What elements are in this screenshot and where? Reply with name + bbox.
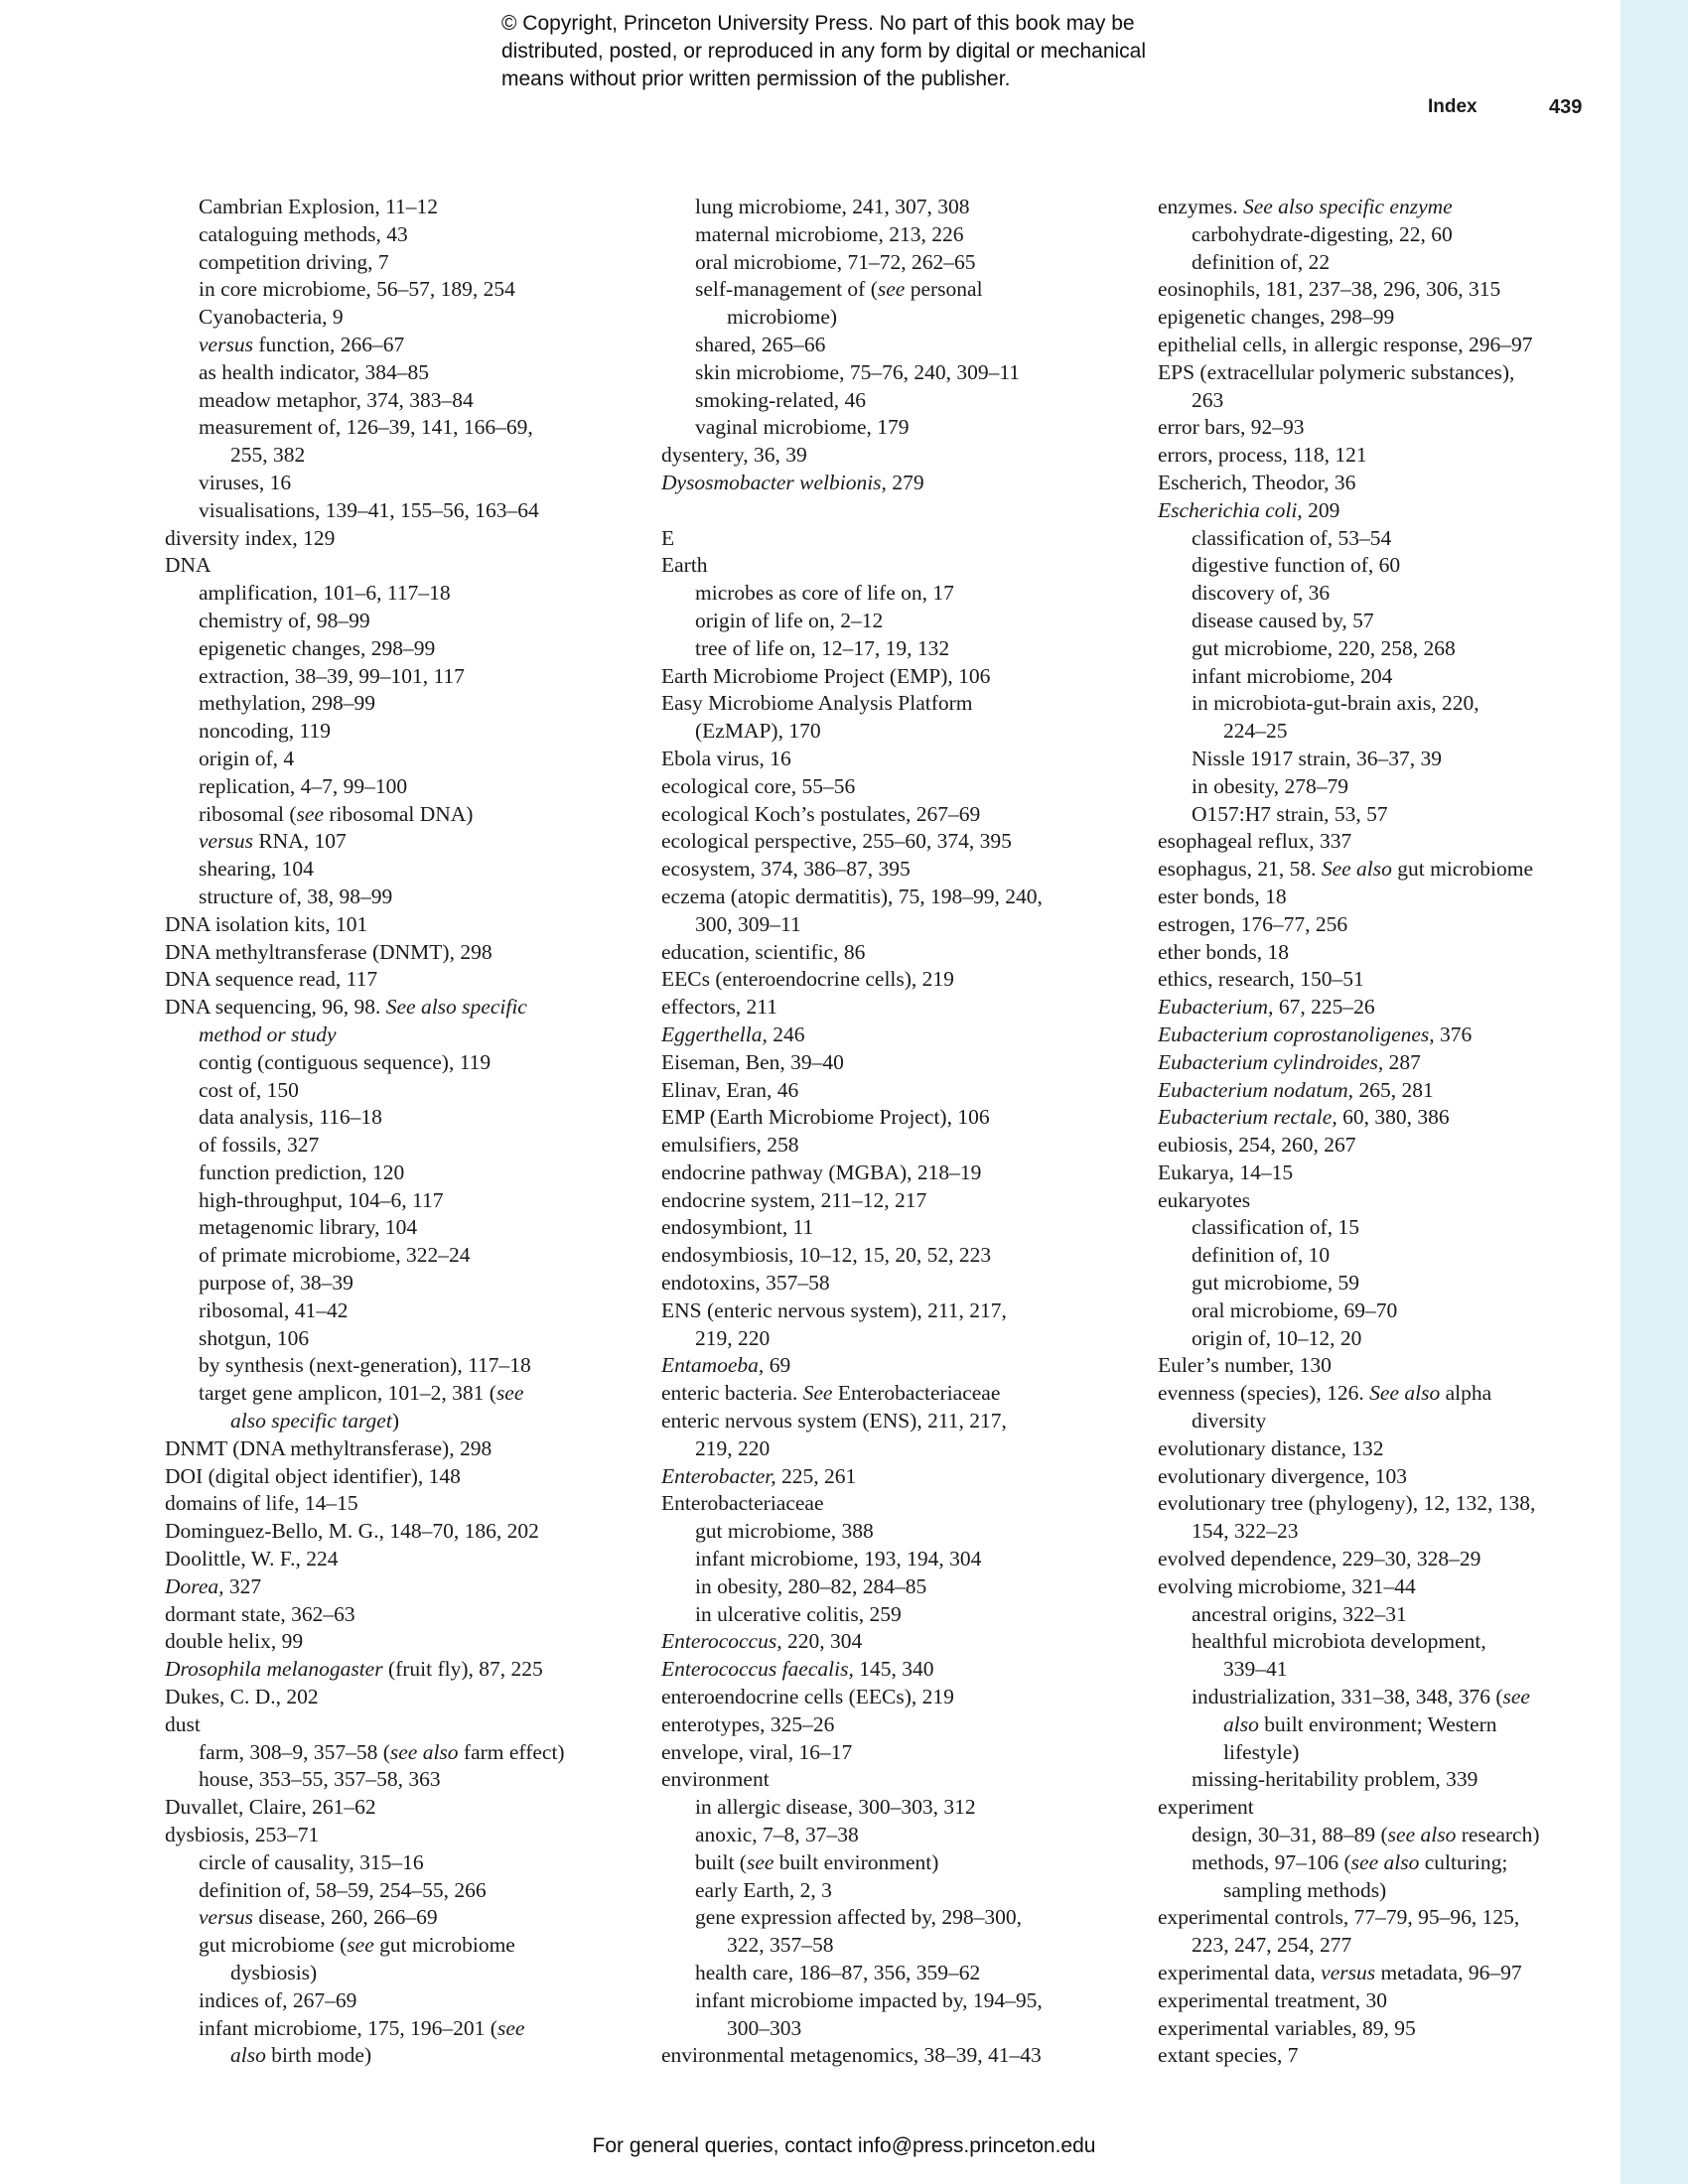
index-entry: enteroendocrine cells (EECs), 219 bbox=[661, 1685, 954, 1709]
index-entry: dust bbox=[165, 1711, 201, 1736]
index-entry: DNMT (DNA methyltransferase), 298 bbox=[165, 1435, 492, 1460]
index-subentry: origin of life on, 2–12 bbox=[695, 608, 884, 632]
index-subentry: discovery of, 36 bbox=[1192, 581, 1331, 606]
index-subentry: digestive function of, 60 bbox=[1192, 553, 1401, 578]
index-entry: experimental controls, 77–79, 95–96, 125, 223, 247, 254, 277 bbox=[1158, 1905, 1520, 1958]
index-subentry: health care, 186–87, 356, 359–62 bbox=[695, 1961, 981, 1984]
index-subentry: metagenomic library, 104 bbox=[199, 1215, 418, 1240]
index-entry: Drosophila melanogaster (fruit fly), 87, 225 bbox=[165, 1657, 543, 1682]
index-entry: dysbiosis, 253–71 bbox=[165, 1823, 320, 1847]
index-entry: Easy Microbiome Analysis Platform (EzMAP), 170 bbox=[661, 691, 973, 744]
index-subentry: shearing, 104 bbox=[199, 857, 314, 882]
index-subentry: carbohydrate-digesting, 22, 60 bbox=[1192, 221, 1453, 246]
index-subentry: contig (contiguous sequence), 119 bbox=[199, 1049, 492, 1074]
footer-contact: For general queries, contact info@press.princeton.edu bbox=[592, 2134, 1096, 2157]
index-entry: estrogen, 176–77, 256 bbox=[1158, 911, 1348, 936]
index-subentry: in ulcerative colitis, 259 bbox=[695, 1601, 902, 1626]
index-subentry: definition of, 22 bbox=[1192, 249, 1331, 274]
index-subentry: infant microbiome, 193, 194, 304 bbox=[695, 1547, 982, 1571]
index-entry: eubiosis, 254, 260, 267 bbox=[1158, 1133, 1356, 1158]
index-subentry: definition of, 58–59, 254–55, 266 bbox=[199, 1877, 487, 1902]
index-entry: epigenetic changes, 298–99 bbox=[1158, 305, 1395, 330]
index-entry: education, scientific, 86 bbox=[661, 939, 866, 964]
index-entry: Eiseman, Ben, 39–40 bbox=[661, 1049, 844, 1074]
index-entry: diversity index, 129 bbox=[165, 525, 336, 550]
index-subentry: gut microbiome (see gut microbiome dysbiosis) bbox=[199, 1933, 515, 1984]
index-entry: error bars, 92–93 bbox=[1158, 415, 1305, 440]
index-entry: emulsifiers, 258 bbox=[661, 1133, 799, 1158]
index-subentry: built (see built environment) bbox=[695, 1849, 939, 1874]
index-subentry: Cyanobacteria, 9 bbox=[199, 305, 344, 330]
index-entry: eukaryotes bbox=[1158, 1187, 1251, 1212]
index-subentry: anoxic, 7–8, 37–38 bbox=[695, 1823, 859, 1847]
index-subentry: function prediction, 120 bbox=[199, 1160, 405, 1184]
index-subentry: epigenetic changes, 298–99 bbox=[199, 635, 436, 660]
index-column-3 bbox=[1158, 194, 1605, 2070]
index-subentry: healthful microbiota development, 339–41 bbox=[1192, 1629, 1486, 1682]
index-entry: Entamoeba, 69 bbox=[661, 1353, 791, 1378]
index-entry: DNA isolation kits, 101 bbox=[165, 911, 368, 936]
index-subentry: tree of life on, 12–17, 19, 132 bbox=[695, 635, 950, 660]
copyright-line: © Copyright, Princeton University Press. No part of this book may be bbox=[501, 12, 1135, 35]
index-entry: environment bbox=[661, 1767, 770, 1792]
index-subentry: cost of, 150 bbox=[199, 1077, 299, 1102]
index-column-2 bbox=[661, 194, 1113, 2070]
index-subentry: smoking-related, 46 bbox=[695, 387, 866, 412]
index-subentry: as health indicator, 384–85 bbox=[199, 359, 429, 384]
index-entry: extant species, 7 bbox=[1158, 2043, 1299, 2068]
index-subentry: definition of, 10 bbox=[1192, 1243, 1331, 1268]
index-entry: Enterococcus, 220, 304 bbox=[661, 1629, 863, 1654]
index-entry: Eubacterium cylindroides, 287 bbox=[1158, 1049, 1421, 1074]
index-subentry: self-management of (see personal microbiome) bbox=[695, 277, 983, 330]
index-entry: Earth bbox=[661, 553, 708, 578]
index-letter-heading: E bbox=[661, 525, 675, 550]
index-subentry: shared, 265–66 bbox=[695, 332, 826, 356]
index-subentry: disease caused by, 57 bbox=[1192, 608, 1374, 632]
index-subentry: indices of, 267–69 bbox=[199, 1987, 357, 2012]
index-subentry: oral microbiome, 69–70 bbox=[1192, 1297, 1398, 1322]
index-subentry: by synthesis (next-generation), 117–18 bbox=[199, 1353, 531, 1378]
index-subentry: replication, 4–7, 99–100 bbox=[199, 773, 408, 798]
index-entry: eosinophils, 181, 237–38, 296, 306, 315 bbox=[1158, 277, 1501, 302]
index-subentry: methods, 97–106 (see also culturing; sampling methods) bbox=[1192, 1849, 1508, 1902]
index-entry: Escherich, Theodor, 36 bbox=[1158, 470, 1356, 494]
index-entry: evolved dependence, 229–30, 328–29 bbox=[1158, 1547, 1481, 1571]
index-subentry: house, 353–55, 357–58, 363 bbox=[199, 1767, 441, 1792]
index-subentry: in microbiota-gut-brain axis, 220, 224–25 bbox=[1192, 691, 1479, 744]
index-subentry: in core microbiome, 56–57, 189, 254 bbox=[199, 277, 515, 302]
index-entry: evenness (species), 126. See also alpha diversity bbox=[1158, 1381, 1492, 1433]
index-entry: DNA bbox=[165, 553, 211, 578]
index-entry: DNA methyltransferase (DNMT), 298 bbox=[165, 939, 492, 964]
copyright-line: means without prior written permission of the publisher. bbox=[501, 68, 1011, 90]
index-entry: ester bonds, 18 bbox=[1158, 884, 1287, 908]
index-subentry: versus function, 266–67 bbox=[199, 332, 405, 356]
index-entry: Enterococcus faecalis, 145, 340 bbox=[661, 1657, 934, 1682]
index-entry: ether bonds, 18 bbox=[1158, 939, 1289, 964]
index-subentry: Nissle 1917 strain, 36–37, 39 bbox=[1192, 746, 1443, 770]
index-subentry: target gene amplicon, 101–2, 381 (see also specific target) bbox=[199, 1381, 524, 1433]
index-subentry: design, 30–31, 88–89 (see also research) bbox=[1192, 1823, 1540, 1847]
index-subentry: classification of, 53–54 bbox=[1192, 525, 1392, 550]
index-entry: esophagus, 21, 58. See also gut microbiome bbox=[1158, 857, 1534, 882]
index-entry: enterotypes, 325–26 bbox=[661, 1711, 835, 1736]
index-entry: endocrine system, 211–12, 217 bbox=[661, 1187, 927, 1212]
index-subentry: early Earth, 2, 3 bbox=[695, 1877, 832, 1902]
index-subentry: vaginal microbiome, 179 bbox=[695, 415, 910, 440]
index-entry: dysentery, 36, 39 bbox=[661, 443, 807, 468]
index-entry: endosymbiosis, 10–12, 15, 20, 52, 223 bbox=[661, 1243, 992, 1268]
index-entry: environmental metagenomics, 38–39, 41–43 bbox=[661, 2043, 1042, 2068]
index-entry: Eubacterium rectale, 60, 380, 386 bbox=[1158, 1105, 1450, 1130]
index-entry: Dukes, C. D., 202 bbox=[165, 1685, 319, 1709]
index-subentry: classification of, 15 bbox=[1192, 1215, 1359, 1240]
index-subentry: competition driving, 7 bbox=[199, 249, 389, 274]
side-margin-band bbox=[1620, 0, 1688, 2184]
index-entry: ethics, research, 150–51 bbox=[1158, 967, 1364, 992]
index-subentry: versus RNA, 107 bbox=[199, 829, 347, 854]
index-entry: Duvallet, Claire, 261–62 bbox=[165, 1795, 376, 1820]
section-title: Index bbox=[1428, 96, 1477, 117]
index-subentry: high-throughput, 104–6, 117 bbox=[199, 1187, 444, 1212]
index-subentry: gut microbiome, 388 bbox=[695, 1519, 874, 1544]
index-subentry: viruses, 16 bbox=[199, 470, 292, 494]
index-entry: enteric nervous system (ENS), 211, 217, 219, 220 bbox=[661, 1409, 1007, 1460]
index-subentry: cataloguing methods, 43 bbox=[199, 221, 408, 246]
index-entry: envelope, viral, 16–17 bbox=[661, 1739, 853, 1764]
index-entry: Escherichia coli, 209 bbox=[1158, 497, 1340, 522]
index-entry: evolutionary tree (phylogeny), 12, 132, 138, 154, 322–23 bbox=[1158, 1491, 1536, 1544]
index-subentry: in obesity, 278–79 bbox=[1192, 773, 1349, 798]
index-entry: ENS (enteric nervous system), 211, 217, 219, 220 bbox=[661, 1297, 1007, 1350]
index-subentry: ribosomal (see ribosomal DNA) bbox=[199, 801, 474, 826]
index-entry: Earth Microbiome Project (EMP), 106 bbox=[661, 663, 991, 688]
index-subentry: data analysis, 116–18 bbox=[199, 1105, 382, 1130]
index-subentry: origin of, 10–12, 20 bbox=[1192, 1325, 1362, 1350]
index-entry: esophageal reflux, 337 bbox=[1158, 829, 1352, 854]
index-subentry: versus disease, 260, 266–69 bbox=[199, 1905, 438, 1930]
index-subentry: infant microbiome impacted by, 194–95, 300–303 bbox=[695, 1987, 1043, 2040]
index-subentry: visualisations, 139–41, 155–56, 163–64 bbox=[199, 497, 539, 522]
index-subentry: maternal microbiome, 213, 226 bbox=[695, 221, 964, 246]
index-entry: endosymbiont, 11 bbox=[661, 1215, 814, 1240]
index-subentry: Cambrian Explosion, 11–12 bbox=[199, 195, 439, 218]
index-entry: ecological perspective, 255–60, 374, 395 bbox=[661, 829, 1012, 854]
index-subentry: extraction, 38–39, 99–101, 117 bbox=[199, 663, 465, 688]
index-entry: effectors, 211 bbox=[661, 995, 778, 1020]
index-entry: errors, process, 118, 121 bbox=[1158, 443, 1367, 468]
index-entry: Eukarya, 14–15 bbox=[1158, 1160, 1294, 1184]
index-entry: experimental treatment, 30 bbox=[1158, 1987, 1388, 2012]
index-subentry: microbes as core of life on, 17 bbox=[695, 581, 954, 606]
index-subentry: shotgun, 106 bbox=[199, 1325, 310, 1350]
index-entry: Elinav, Eran, 46 bbox=[661, 1077, 799, 1102]
index-entry: domains of life, 14–15 bbox=[165, 1491, 358, 1516]
index-subentry: circle of causality, 315–16 bbox=[199, 1849, 424, 1874]
index-subentry: purpose of, 38–39 bbox=[199, 1271, 353, 1296]
index-entry: enzymes. See also specific enzyme bbox=[1158, 195, 1453, 218]
index-entry: eczema (atopic dermatitis), 75, 198–99, 240, 300, 309–11 bbox=[661, 884, 1043, 936]
index-subentry: of primate microbiome, 322–24 bbox=[199, 1243, 471, 1268]
index-entry: endotoxins, 357–58 bbox=[661, 1271, 830, 1296]
index-entry: Ebola virus, 16 bbox=[661, 746, 791, 770]
index-entry: Euler’s number, 130 bbox=[1158, 1353, 1332, 1378]
index-entry: Eubacterium coprostanoligenes, 376 bbox=[1158, 1022, 1473, 1046]
index-entry: ecological Koch’s postulates, 267–69 bbox=[661, 801, 981, 826]
index-subentry: methylation, 298–99 bbox=[199, 691, 375, 716]
index-subentry: farm, 308–9, 357–58 (see also farm effect) bbox=[199, 1739, 565, 1764]
index-entry: experimental variables, 89, 95 bbox=[1158, 2015, 1416, 2040]
index-entry: evolving microbiome, 321–44 bbox=[1158, 1573, 1416, 1598]
copyright-line: distributed, posted, or reproduced in any form by digital or mechanical bbox=[501, 40, 1147, 63]
index-subentry: origin of, 4 bbox=[199, 746, 295, 770]
index-entry: ecosystem, 374, 386–87, 395 bbox=[661, 857, 911, 882]
index-entry: Dominguez-Bello, M. G., 148–70, 186, 202 bbox=[165, 1519, 539, 1544]
index-subentry: structure of, 38, 98–99 bbox=[199, 884, 393, 908]
index-subentry: lung microbiome, 241, 307, 308 bbox=[695, 195, 970, 218]
index-entry: DOI (digital object identifier), 148 bbox=[165, 1463, 461, 1488]
index-subentry: chemistry of, 98–99 bbox=[199, 608, 370, 632]
index-subentry: gut microbiome, 220, 258, 268 bbox=[1192, 635, 1456, 660]
index-entry: endocrine pathway (MGBA), 218–19 bbox=[661, 1160, 982, 1184]
index-subentry: ancestral origins, 322–31 bbox=[1192, 1601, 1407, 1626]
index-entry: evolutionary distance, 132 bbox=[1158, 1435, 1384, 1460]
index-entry: dormant state, 362–63 bbox=[165, 1601, 355, 1626]
index-subentry: amplification, 101–6, 117–18 bbox=[199, 581, 451, 606]
index-entry: Dysosmobacter welbionis, 279 bbox=[661, 470, 924, 494]
running-head bbox=[1291, 96, 1589, 124]
index-entry: DNA sequence read, 117 bbox=[165, 967, 378, 992]
index-entry: Eubacterium nodatum, 265, 281 bbox=[1158, 1077, 1434, 1102]
index-subentry: O157:H7 strain, 53, 57 bbox=[1192, 801, 1388, 826]
index-subentry: meadow metaphor, 374, 383–84 bbox=[199, 387, 474, 412]
index-subentry: gene expression affected by, 298–300, 322, 357–58 bbox=[695, 1905, 1022, 1958]
index-entry: experimental data, versus metadata, 96–97 bbox=[1158, 1961, 1522, 1984]
page-number: 439 bbox=[1549, 96, 1583, 118]
index-entry: EECs (enteroendocrine cells), 219 bbox=[661, 967, 954, 992]
index-subentry: missing-heritability problem, 339 bbox=[1192, 1767, 1478, 1792]
index-entry: enteric bacteria. See Enterobacteriaceae bbox=[661, 1381, 1001, 1406]
index-entry: Dorea, 327 bbox=[165, 1573, 262, 1598]
index-entry: evolutionary divergence, 103 bbox=[1158, 1463, 1407, 1488]
index-entry: EMP (Earth Microbiome Project), 106 bbox=[661, 1105, 990, 1130]
index-subentry: infant microbiome, 175, 196–201 (see also birth mode) bbox=[199, 2015, 525, 2068]
index-entry: double helix, 99 bbox=[165, 1629, 304, 1654]
index-entry: Enterobacteriaceae bbox=[661, 1491, 824, 1516]
index-subentry: ribosomal, 41–42 bbox=[199, 1297, 349, 1322]
index-entry: Doolittle, W. F., 224 bbox=[165, 1547, 339, 1571]
index-entry: epithelial cells, in allergic response, 296–97 bbox=[1158, 332, 1533, 356]
index-subentry: in allergic disease, 300–303, 312 bbox=[695, 1795, 976, 1820]
index-subentry: infant microbiome, 204 bbox=[1192, 663, 1393, 688]
index-subentry: of fossils, 327 bbox=[199, 1133, 320, 1158]
index-subentry: industrialization, 331–38, 348, 376 (see also built environment; Western lifestyle) bbox=[1192, 1685, 1530, 1764]
index-entry: ecological core, 55–56 bbox=[661, 773, 856, 798]
copyright-notice bbox=[501, 10, 1256, 93]
index-entry: Eggerthella, 246 bbox=[661, 1022, 805, 1046]
index-subentry: skin microbiome, 75–76, 240, 309–11 bbox=[695, 359, 1021, 384]
index-column-1 bbox=[165, 194, 617, 2070]
index-entry: Enterobacter, 225, 261 bbox=[661, 1463, 857, 1488]
index-entry: EPS (extracellular polymeric substances), 263 bbox=[1158, 359, 1515, 412]
index-subentry: gut microbiome, 59 bbox=[1192, 1271, 1359, 1296]
index-entry: experiment bbox=[1158, 1795, 1254, 1820]
index-entry: DNA sequencing, 96, 98. See also specific method or study bbox=[165, 995, 527, 1046]
index-subentry: in obesity, 280–82, 284–85 bbox=[695, 1573, 927, 1598]
index-subentry: measurement of, 126–39, 141, 166–69, 255, 382 bbox=[199, 415, 533, 468]
index-entry: Eubacterium, 67, 225–26 bbox=[1158, 995, 1375, 1020]
index-subentry: noncoding, 119 bbox=[199, 719, 331, 744]
index-subentry: oral microbiome, 71–72, 262–65 bbox=[695, 249, 976, 274]
